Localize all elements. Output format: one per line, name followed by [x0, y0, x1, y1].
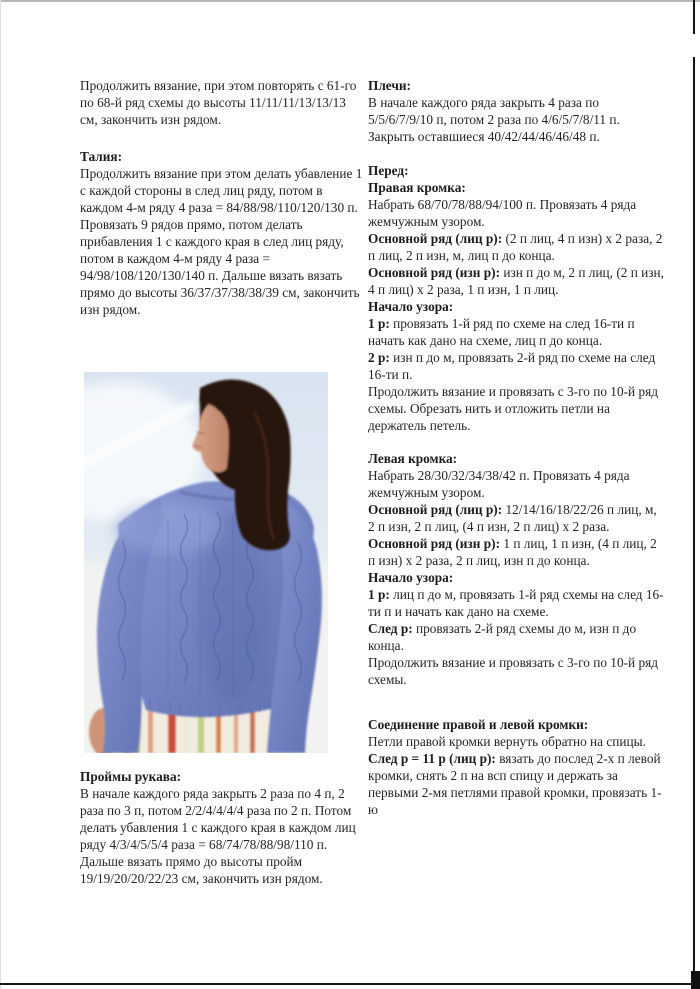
right-column: [368, 77, 664, 818]
section-heading: Соединение правой и левой кромки:: [368, 717, 589, 732]
section-heading: Начало узора:: [368, 299, 454, 314]
paragraph: Основной ряд (изн р): 1 п лиц, 1 п изн, (4 п лиц, 2 п изн) x 2 раза, 2 п лиц, изн п до конца.: [368, 536, 657, 568]
paragraph: След р: провязать 2-й ряд схемы до м, изн п до конца.: [368, 621, 637, 653]
scan-edge-top: [0, 0, 700, 2]
section-heading: Начало узора:: [368, 570, 454, 585]
section-heading: Перед:: [368, 163, 409, 178]
sweater-photo: [84, 372, 328, 753]
section-heading: Талия:: [80, 149, 123, 164]
scan-edge-right: [693, 57, 695, 989]
paragraph: 1 р: лиц п до м, провязать 1-й ряд схемы на след 16-ти п и начать как дано на схеме.: [368, 587, 664, 619]
scan-edge-right: [693, 0, 695, 34]
paragraph: Набрать 68/70/78/88/94/100 п. Провязать 4 ряда жемчужным узором.: [368, 197, 637, 229]
scan-edge-corner: [691, 971, 700, 989]
paragraph: Петли правой кромки вернуть обратно на спицы.: [368, 734, 646, 749]
paragraph: Основной ряд (изн р): изн п до м, 2 п лиц, (2 п изн, 4 п лиц) x 2 раза, 1 п изн, 1 п лиц.: [368, 265, 664, 297]
paragraph: В начале каждого ряда закрыть 4 раза по 5/5/6/7/9/10 п, потом 2 раза по 4/6/5/7/8/11 п. Закрыть оставшиеся 40/42/44/46/46/48 п.: [368, 95, 620, 144]
left-column-bottom: [80, 768, 364, 887]
section-heading: Левая кромка:: [368, 451, 458, 466]
paragraph: Набрать 28/30/32/34/38/42 п. Провязать 4 ряда жемчужным узором.: [368, 468, 630, 500]
paragraph: Продолжить вязание при этом делать убавление 1 с каждой стороны в след лиц ряду, потом в каждом 4-м ряду 4 раза = 84/88/98/110/120/130 п. Провязать 9 рядов прямо, потом делать прибавления 1 с каждого края в след лиц ряду, потом в каждом 4-м ряду 4 раза = 94/98/108/120/130/140 п. Дальше вязать вязать прямо до высоты 36/37/37/38/38/39 см, закончить изн рядом.: [80, 166, 363, 317]
paragraph: След р = 11 р (лиц р): вязать до послед 2-х п левой кромки, снять 2 п на всп спицу и держать за первыми 2-мя петлями правой кромки, провязать 1-ю: [368, 751, 662, 817]
paragraph: 1 р: провязать 1-й ряд по схеме на след 16-ти п начать как дано на схеме, лиц п до конца.: [368, 316, 635, 348]
section-heading: Плечи:: [368, 78, 411, 93]
paragraph: В начале каждого ряда закрыть 2 раза по 4 п, 2 раза по 3 п, потом 2/2/4/4/4/4 раза по 2 п. Потом делать убавления 1 с каждого края в каждом лиц ряду 4/3/4/5/5/4 раза = 68/74/78/88/98/110 п. Дальше вязать прямо до высоты пройм 19/19/20/20/22/23 см, закончить изн рядом.: [80, 786, 356, 886]
paragraph: Продолжить вязание и провязать с 3-го по 10-й ряд схемы. Обрезать нить и отложить петли на держатель петель.: [368, 384, 658, 433]
paragraph: 2 р: изн п до м, провязать 2-й ряд по схеме на след 16-ти п.: [368, 350, 656, 382]
paragraph: Основной ряд (лиц р): (2 п лиц, 4 п изн) x 2 раза, 2 п лиц, 2 п изн, м, лиц п до конца.: [368, 231, 663, 263]
paragraph: Продолжить вязание, при этом повторять с 61-го по 68-й ряд схемы до высоты 11/11/11/13/13/13 см, закончить изн рядом.: [80, 78, 357, 127]
scan-edge-left: [0, 0, 1, 989]
scan-edge-bottom: [0, 983, 700, 985]
section-heading: Проймы рукава:: [80, 769, 182, 784]
left-column-top: [80, 77, 364, 318]
section-heading: Правая кромка:: [368, 180, 466, 195]
paragraph: Продолжить вязание и провязать с 3-го по 10-й ряд схемы.: [368, 655, 658, 687]
paragraph: Основной ряд (лиц р): 12/14/16/18/22/26 п лиц, м, 2 п изн, 2 п лиц, (4 п изн, 2 п лиц) x 2 раза.: [368, 502, 657, 534]
